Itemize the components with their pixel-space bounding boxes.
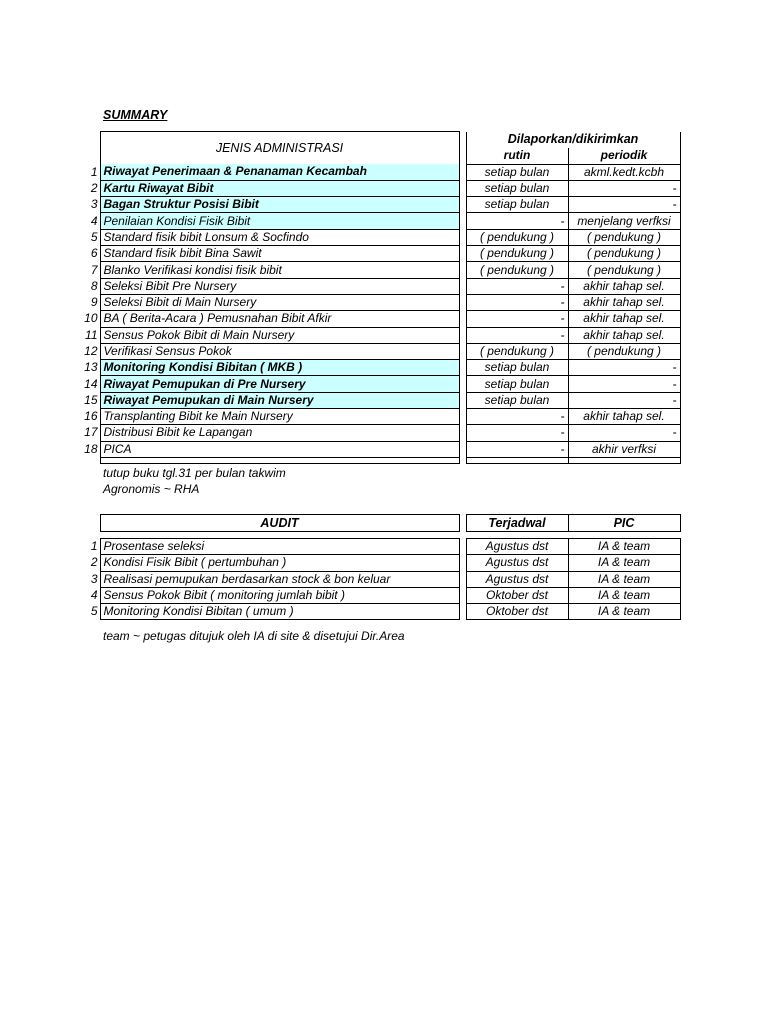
rutin-cell: - <box>466 213 568 229</box>
periodik-cell: akhir verfksi <box>568 441 680 457</box>
row-number: 16 <box>84 409 98 424</box>
row-number: 4 <box>90 588 98 603</box>
table-row <box>78 587 680 603</box>
pic-cell: IA & team <box>568 587 680 603</box>
jenis-administrasi-cell: BA ( Berita-Acara ) Pemusnahan Bibit Afkir <box>100 311 459 327</box>
summary-title: SUMMARY <box>103 108 168 122</box>
row-number: 1 <box>90 164 98 179</box>
jenis-administrasi-cell: Blanko Verifikasi kondisi fisik bibit <box>100 262 459 278</box>
header-rutin: rutin <box>466 148 568 164</box>
table-row <box>78 376 680 392</box>
summary-table-body <box>78 132 680 464</box>
jenis-administrasi-cell: Seleksi Bibit Pre Nursery <box>100 278 459 294</box>
table-row <box>78 360 680 376</box>
rutin-cell: - <box>466 327 568 343</box>
row-number: 3 <box>90 197 98 212</box>
jenis-administrasi-cell: Monitoring Kondisi Bibitan ( MKB ) <box>100 360 459 376</box>
pic-cell: IA & team <box>568 555 680 571</box>
header-periodik: periodik <box>568 148 680 164</box>
jenis-administrasi-cell: Sensus Pokok Bibit di Main Nursery <box>100 327 459 343</box>
pic-cell: IA & team <box>568 539 680 555</box>
rutin-cell: - <box>466 441 568 457</box>
pic-cell: IA & team <box>568 604 680 620</box>
row-number: 17 <box>84 425 98 440</box>
terjadwal-cell: Oktober dst <box>466 604 568 620</box>
row-number: 14 <box>84 376 98 391</box>
jenis-administrasi-cell: Distribusi Bibit ke Lapangan <box>100 425 459 441</box>
row-number: 9 <box>90 295 98 310</box>
summary-note-agronomis: Agronomis ~ RHA <box>103 482 200 496</box>
jenis-administrasi-cell: Standard fisik bibit Bina Sawit <box>100 246 459 262</box>
periodik-cell: akml.kedt.kcbh <box>568 164 680 180</box>
table-row <box>78 425 680 441</box>
jenis-administrasi-cell: Transplanting Bibit ke Main Nursery <box>100 409 459 425</box>
row-number: 5 <box>90 229 98 244</box>
table-row <box>78 294 680 310</box>
jenis-administrasi-cell: Standard fisik bibit Lonsum & Socfindo <box>100 229 459 245</box>
row-number: 5 <box>90 604 98 619</box>
row-number: 12 <box>84 344 98 358</box>
table-row <box>78 604 680 620</box>
audit-header-row <box>78 515 680 532</box>
row-number: 1 <box>90 539 98 554</box>
periodik-cell: - <box>568 392 680 408</box>
terjadwal-cell: Agustus dst <box>466 539 568 555</box>
periodik-cell: akhir tahap sel. <box>568 327 680 343</box>
rutin-cell: - <box>466 294 568 310</box>
table-row <box>78 278 680 294</box>
row-number: 6 <box>90 246 98 261</box>
table-row <box>78 197 680 213</box>
jenis-administrasi-cell: Riwayat Pemupukan di Pre Nursery <box>100 376 459 392</box>
periodik-cell: menjelang verfksi <box>568 213 680 229</box>
audit-item-cell: Realisasi pemupukan berdasarkan stock & bon keluar <box>100 571 459 587</box>
periodik-cell: - <box>568 425 680 441</box>
row-number: 2 <box>90 555 98 570</box>
header-dilaporkan: Dilaporkan/dikirimkan <box>466 132 680 148</box>
periodik-cell: akhir tahap sel. <box>568 278 680 294</box>
periodik-cell: - <box>568 376 680 392</box>
periodik-cell: ( pendukung ) <box>568 229 680 245</box>
periodik-cell: - <box>568 197 680 213</box>
periodik-cell: - <box>568 360 680 376</box>
table-row <box>78 262 680 278</box>
rutin-cell: ( pendukung ) <box>466 246 568 262</box>
table-row <box>78 311 680 327</box>
terjadwal-cell: Agustus dst <box>466 571 568 587</box>
table-row <box>78 327 680 343</box>
periodik-cell: akhir tahap sel. <box>568 409 680 425</box>
audit-item-cell: Kondisi Fisik Bibit ( pertumbuhan ) <box>100 555 459 571</box>
table-row <box>78 392 680 408</box>
table-row <box>78 213 680 229</box>
rutin-cell: setiap bulan <box>466 360 568 376</box>
audit-item-cell: Sensus Pokok Bibit ( monitoring jumlah bibit ) <box>100 587 459 603</box>
table-row <box>78 441 680 457</box>
header-audit: AUDIT <box>100 515 459 532</box>
summary-table <box>78 131 681 464</box>
row-number: 15 <box>84 392 98 407</box>
rutin-cell: - <box>466 409 568 425</box>
row-number: 8 <box>90 278 98 293</box>
jenis-administrasi-cell: Bagan Struktur Posisi Bibit <box>100 197 459 213</box>
audit-note-team: team ~ petugas ditujuk oleh IA di site & disetujui Dir.Area <box>103 629 405 643</box>
periodik-cell: ( pendukung ) <box>568 343 680 359</box>
jenis-administrasi-cell: Riwayat Pemupukan di Main Nursery <box>100 392 459 408</box>
table-row <box>78 539 680 555</box>
audit-item-cell: Monitoring Kondisi Bibitan ( umum ) <box>100 604 459 620</box>
jenis-administrasi-cell: Kartu Riwayat Bibit <box>100 180 459 196</box>
rutin-cell: ( pendukung ) <box>466 262 568 278</box>
periodik-cell: - <box>568 180 680 196</box>
table-row <box>78 164 680 180</box>
row-number: 7 <box>90 262 98 277</box>
header-pic: PIC <box>568 515 680 532</box>
periodik-cell: akhir tahap sel. <box>568 311 680 327</box>
summary-header-row-1 <box>78 132 680 148</box>
audit-table <box>78 514 681 620</box>
jenis-administrasi-cell: PICA <box>100 441 459 457</box>
row-number: 2 <box>90 181 98 196</box>
rutin-cell: ( pendukung ) <box>466 229 568 245</box>
row-number: 13 <box>84 360 98 375</box>
audit-table-body <box>78 515 680 620</box>
terjadwal-cell: Agustus dst <box>466 555 568 571</box>
summary-note-tutup-buku: tutup buku tgl.31 per bulan takwim <box>103 466 286 480</box>
table-row <box>78 343 680 359</box>
table-row <box>78 571 680 587</box>
rutin-cell: setiap bulan <box>466 392 568 408</box>
jenis-administrasi-cell: Penilaian Kondisi Fisik Bibit <box>100 213 459 229</box>
row-number: 10 <box>84 311 98 326</box>
header-jenis-administrasi: JENIS ADMINISTRASI <box>100 132 459 165</box>
periodik-cell: ( pendukung ) <box>568 262 680 278</box>
row-number: 18 <box>84 441 98 456</box>
header-terjadwal: Terjadwal <box>466 515 568 532</box>
rutin-cell: setiap bulan <box>466 164 568 180</box>
row-number: 11 <box>85 327 98 342</box>
periodik-cell: ( pendukung ) <box>568 246 680 262</box>
periodik-cell: akhir tahap sel. <box>568 294 680 310</box>
pic-cell: IA & team <box>568 571 680 587</box>
rutin-cell: - <box>466 278 568 294</box>
audit-item-cell: Prosentase seleksi <box>100 539 459 555</box>
rutin-cell: setiap bulan <box>466 376 568 392</box>
table-row <box>78 246 680 262</box>
table-row <box>78 180 680 196</box>
row-number: 4 <box>90 213 98 228</box>
rutin-cell: setiap bulan <box>466 197 568 213</box>
jenis-administrasi-cell: Riwayat Penerimaan & Penanaman Kecambah <box>100 164 459 180</box>
jenis-administrasi-cell: Seleksi Bibit di Main Nursery <box>100 294 459 310</box>
rutin-cell: - <box>466 311 568 327</box>
rutin-cell: setiap bulan <box>466 180 568 196</box>
rutin-cell: - <box>466 425 568 441</box>
row-number: 3 <box>90 571 98 586</box>
table-row <box>78 229 680 245</box>
terjadwal-cell: Oktober dst <box>466 587 568 603</box>
table-row <box>78 555 680 571</box>
rutin-cell: ( pendukung ) <box>466 343 568 359</box>
table-row <box>78 409 680 425</box>
jenis-administrasi-cell: Verifikasi Sensus Pokok <box>100 343 459 359</box>
